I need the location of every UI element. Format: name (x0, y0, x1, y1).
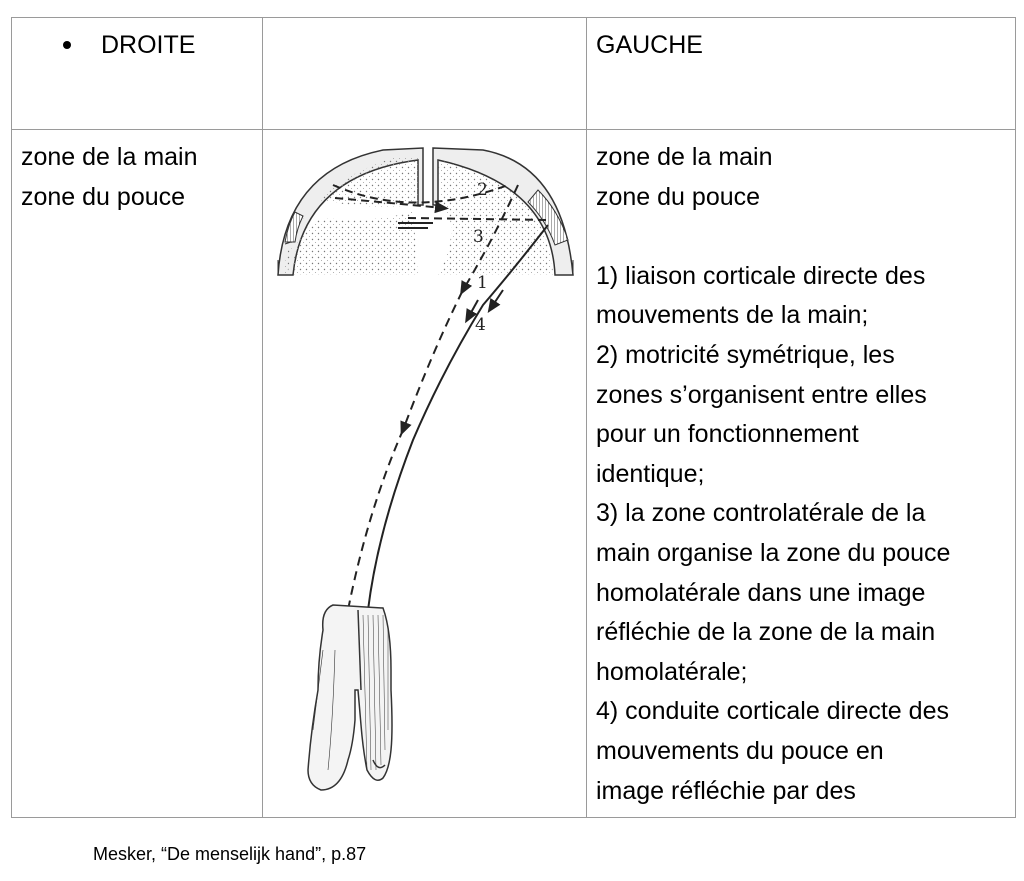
right-list-line: image réfléchie par des (596, 776, 856, 805)
right-content-cell (587, 130, 1016, 818)
right-list-line: 1) liaison corticale directe des (596, 261, 926, 290)
brain-section (278, 148, 573, 275)
header-cell-droite (12, 18, 263, 130)
header-gauche-label: GAUCHE (596, 31, 703, 59)
label-3: 3 (473, 227, 484, 247)
header-row (12, 18, 1016, 130)
right-list-line: mouvements du pouce en (596, 736, 884, 765)
right-list-line: 2) motricité symétrique, les (596, 340, 895, 369)
right-line: zone de la main (596, 143, 773, 171)
right-list-line: réfléchie de la zone de la main (596, 618, 936, 647)
right-list-line: homolatérale dans une image (596, 578, 926, 607)
hand-drawing (308, 605, 392, 790)
header-cell-gauche (587, 18, 1016, 130)
right-list-line: mouvements de la main; (596, 301, 869, 330)
right-list-line: 3) la zone controlatérale de la (596, 499, 926, 528)
right-list-line: main organise la zone du pouce (596, 538, 951, 567)
content-row (12, 130, 1016, 818)
right-line: zone du pouce (596, 182, 761, 211)
right-list-line: homolatérale; (596, 657, 748, 686)
left-line: zone de la main (21, 143, 198, 171)
label-4: 4 (475, 315, 486, 335)
label-2: 2 (477, 180, 488, 200)
header-droite-label: DROITE (101, 31, 196, 59)
figure-cell (263, 130, 587, 818)
label-1: 1 (477, 273, 488, 293)
document-table (11, 17, 1016, 818)
right-list-line: zones s’organisent entre elles (596, 380, 927, 409)
right-list-line: 4) conduite corticale directe des (596, 697, 949, 726)
blank-line (596, 217, 1009, 257)
brain-hand-pathway-diagram (263, 130, 586, 817)
left-content-cell (12, 130, 263, 818)
header-cell-middle (263, 18, 587, 130)
bullet-icon (63, 41, 71, 49)
right-list-line: pour un fonctionnement (596, 420, 859, 449)
figure-caption: Mesker, “De menselijk hand”, p.87 (93, 844, 367, 864)
left-line: zone du pouce (21, 182, 186, 211)
right-list-line: identique; (596, 459, 705, 488)
